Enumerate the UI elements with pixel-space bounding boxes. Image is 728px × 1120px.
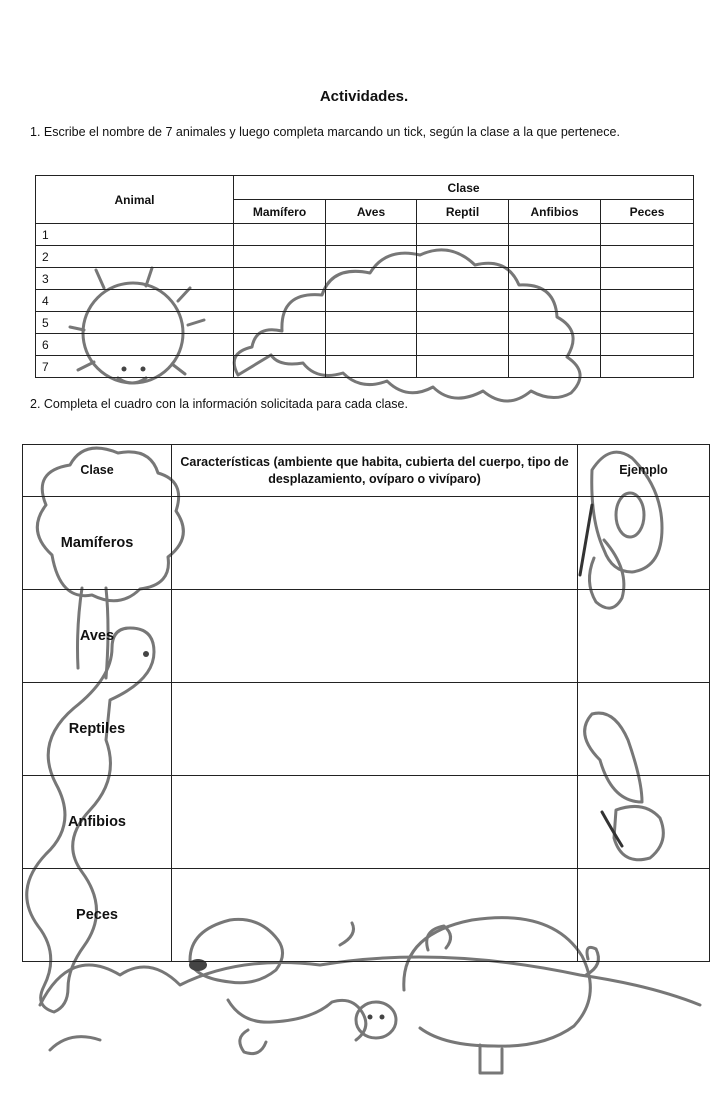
- tick-cell[interactable]: [509, 334, 601, 356]
- tick-cell[interactable]: [326, 290, 417, 312]
- tick-cell[interactable]: [234, 290, 326, 312]
- caracteristicas-cell[interactable]: [172, 497, 578, 590]
- page-title: Actividades.: [319, 88, 409, 105]
- instruction-2: 2. Completa el cuadro con la información solicitada para cada clase.: [30, 397, 408, 411]
- ejemplo-cell[interactable]: [578, 776, 710, 869]
- tick-cell[interactable]: [417, 268, 509, 290]
- class-label-aves: Aves: [23, 590, 172, 683]
- tick-cell[interactable]: [417, 290, 509, 312]
- table-row: [36, 312, 694, 334]
- tick-cell[interactable]: [509, 224, 601, 246]
- tick-cell[interactable]: [326, 224, 417, 246]
- tick-cell[interactable]: [509, 246, 601, 268]
- tick-cell[interactable]: [234, 356, 326, 378]
- ejemplo-cell[interactable]: [578, 497, 710, 590]
- table-row: [23, 497, 710, 590]
- table-row: [36, 224, 694, 246]
- tick-cell[interactable]: [417, 224, 509, 246]
- row-number: 2: [36, 246, 234, 268]
- class-label-peces: Peces: [23, 869, 172, 962]
- table-row: [23, 683, 710, 776]
- row-number: 3: [36, 268, 234, 290]
- row-number: 5: [36, 312, 234, 334]
- tick-cell[interactable]: [234, 246, 326, 268]
- tick-cell[interactable]: [417, 312, 509, 334]
- table-row: [23, 776, 710, 869]
- col-anfibios: Anfibios: [509, 200, 601, 224]
- table-row: [36, 246, 694, 268]
- table-row: [36, 356, 694, 378]
- col-peces: Peces: [601, 200, 694, 224]
- row-number: 4: [36, 290, 234, 312]
- caracteristicas-header: Características (ambiente que habita, cubierta del cuerpo, tipo de desplazamiento, ovíparo o vivíparo): [172, 445, 578, 497]
- animal-header: Animal: [36, 176, 234, 224]
- animal-class-table: [35, 175, 694, 378]
- class-label-mamiferos: Mamíferos: [23, 497, 172, 590]
- clase-header: Clase: [23, 445, 172, 497]
- table-row: [23, 869, 710, 962]
- tick-cell[interactable]: [601, 268, 694, 290]
- tick-cell[interactable]: [234, 312, 326, 334]
- clase-header: Clase: [234, 176, 694, 200]
- tick-cell[interactable]: [601, 290, 694, 312]
- tick-cell[interactable]: [326, 334, 417, 356]
- caracteristicas-cell[interactable]: [172, 776, 578, 869]
- ejemplo-cell[interactable]: [578, 590, 710, 683]
- tick-cell[interactable]: [601, 246, 694, 268]
- tick-cell[interactable]: [326, 356, 417, 378]
- tick-cell[interactable]: [601, 312, 694, 334]
- tick-cell[interactable]: [417, 334, 509, 356]
- row-number: 6: [36, 334, 234, 356]
- col-aves: Aves: [326, 200, 417, 224]
- tick-cell[interactable]: [326, 246, 417, 268]
- caracteristicas-cell[interactable]: [172, 869, 578, 962]
- row-number: 1: [36, 224, 234, 246]
- col-reptil: Reptil: [417, 200, 509, 224]
- instruction-1: 1. Escribe el nombre de 7 animales y luego completa marcando un tick, según la clase a la que pertenece.: [30, 125, 620, 139]
- ejemplo-header: Ejemplo: [578, 445, 710, 497]
- tick-cell[interactable]: [326, 268, 417, 290]
- class-characteristics-table: [22, 444, 710, 962]
- tick-cell[interactable]: [601, 356, 694, 378]
- tick-cell[interactable]: [234, 224, 326, 246]
- tick-cell[interactable]: [601, 334, 694, 356]
- tick-cell[interactable]: [417, 356, 509, 378]
- tick-cell[interactable]: [326, 312, 417, 334]
- caracteristicas-cell[interactable]: [172, 590, 578, 683]
- table-row: [23, 590, 710, 683]
- table-row: [36, 290, 694, 312]
- tick-cell[interactable]: [509, 312, 601, 334]
- table-row: [36, 334, 694, 356]
- ejemplo-cell[interactable]: [578, 683, 710, 776]
- class-label-anfibios: Anfibios: [23, 776, 172, 869]
- hill-icon: [40, 957, 700, 1050]
- tick-cell[interactable]: [234, 268, 326, 290]
- caracteristicas-cell[interactable]: [172, 683, 578, 776]
- tick-cell[interactable]: [234, 334, 326, 356]
- tick-cell[interactable]: [601, 224, 694, 246]
- tick-cell[interactable]: [509, 268, 601, 290]
- row-number: 7: [36, 356, 234, 378]
- table-row: [36, 268, 694, 290]
- tick-cell[interactable]: [509, 356, 601, 378]
- tick-cell[interactable]: [509, 290, 601, 312]
- tick-cell[interactable]: [417, 246, 509, 268]
- col-mamifero: Mamífero: [234, 200, 326, 224]
- ejemplo-cell[interactable]: [578, 869, 710, 962]
- class-label-reptiles: Reptiles: [23, 683, 172, 776]
